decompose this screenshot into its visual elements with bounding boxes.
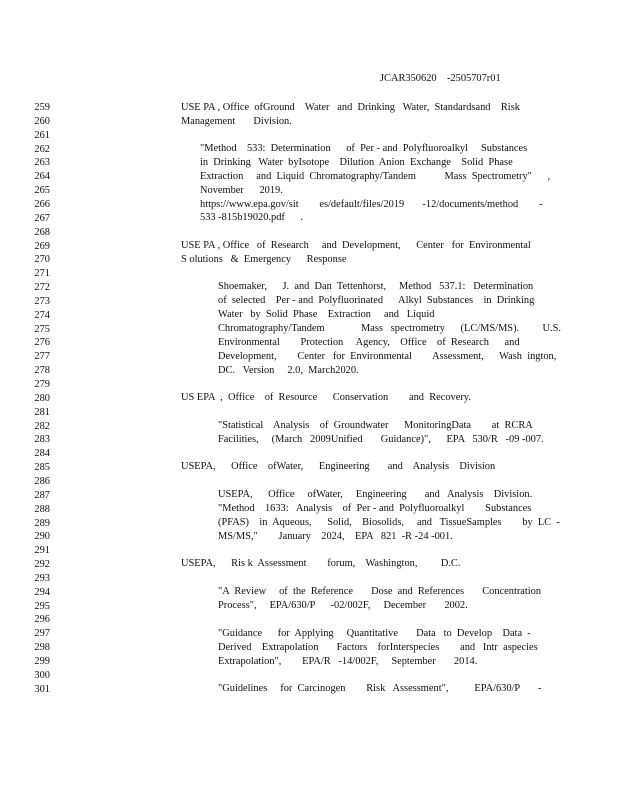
line-number: 290	[34, 531, 50, 543]
line-number: 276	[34, 337, 50, 349]
text-line: (PFAS) in Aqueous, Solid, Biosolids, and TissueSamples by LC -	[218, 517, 560, 528]
line-number: 299	[34, 656, 50, 667]
text-line: "Statistical Analysis of Groundwater MonitoringData at RCRA	[218, 420, 533, 431]
text-line: November 2019.	[200, 185, 283, 196]
line-number: 264	[34, 171, 50, 183]
line-number: 281	[34, 406, 50, 418]
line-number: 277	[34, 351, 50, 363]
text-line: Extrapolation", EPA/R -14/002F, September 2014.	[218, 656, 478, 667]
line-number: 292	[34, 559, 50, 570]
line-number: 267	[34, 212, 50, 224]
line-number: 291	[34, 545, 50, 557]
line-number: 272	[34, 282, 50, 293]
line-number: 274	[34, 309, 50, 321]
line-number: 296	[34, 614, 50, 626]
line-number: 278	[34, 365, 50, 377]
text-line: Derived Extrapolation Factors forInterspecies and Intr aspecies	[218, 642, 538, 653]
text-line: US EPA , Office of Resource Conservation and Recovery.	[181, 392, 471, 403]
text-line: "A Review of the Reference Dose and References Concentration	[218, 586, 542, 597]
text-line: S olutions & Emergency Response	[181, 254, 347, 265]
line-number: 261	[34, 129, 50, 141]
line-number: 286	[34, 475, 50, 487]
line-number: 260	[34, 115, 50, 127]
text-line: Extraction and Liquid Chromatography/Tandem Mass Spectrometry" ,	[200, 171, 551, 182]
line-number: 263	[34, 157, 50, 169]
text-line: "Method 1633: Analysis of Per - and Polyfluoroalkyl Substances	[218, 503, 532, 514]
text-line: Shoemaker, J. and Dan Tettenhorst, Method 537.1: Determination	[218, 281, 534, 292]
line-number: 282	[34, 420, 50, 432]
text-line: USEPA, Office ofWater, Engineering and Analysis Division.	[218, 489, 533, 500]
line-number: 295	[34, 600, 50, 612]
line-number: 285	[34, 462, 50, 474]
document-header: JCAR350620 -2505707r01	[380, 73, 501, 84]
line-number: 287	[34, 489, 50, 501]
line-number: 262	[34, 143, 50, 155]
text-line: Facilities, (March 2009Unified Guidance)", EPA 530/R -09 -007.	[218, 434, 544, 445]
line-number: 279	[34, 379, 50, 390]
text-line: Development, Center for Environmental Assessment, Wash ington,	[218, 351, 557, 362]
line-number: 297	[34, 628, 50, 640]
text-line: "Guidance for Applying Quantitative Data to Develop Data -	[218, 628, 531, 639]
line-number: 293	[34, 572, 50, 584]
text-line: DC. Version 2.0, March2020.	[218, 365, 359, 376]
line-number: 259	[34, 102, 50, 113]
line-number: 301	[34, 683, 50, 695]
text-line: MS/MS," January 2024, EPA 821 -R -24 -001.	[218, 531, 453, 542]
text-line: in Drinking Water byIsotope Dilution Anion Exchange Solid Phase	[200, 157, 513, 168]
line-number: 275	[34, 323, 50, 335]
text-line: USE PA , Office of Research and Development, Center for Environmental	[181, 240, 531, 251]
text-line: Environmental Protection Agency, Office of Research and	[218, 337, 520, 348]
line-number: 300	[34, 669, 50, 681]
text-line: USE PA , Office ofGround Water and Drinking Water, Standardsand Risk	[181, 102, 520, 113]
text-line: USEPA, Ris k Assessment forum, Washington, D.C.	[181, 558, 461, 569]
text-line: "Guidelines for Carcinogen Risk Assessment", EPA/630/P -	[218, 683, 542, 694]
line-number: 288	[34, 503, 50, 515]
line-number: 298	[34, 642, 50, 654]
line-number: 284	[34, 448, 50, 460]
line-number: 269	[34, 240, 50, 252]
text-line: Process", EPA/630/P -02/002F, December 2002.	[218, 600, 468, 611]
line-number: 265	[34, 185, 50, 197]
line-number: 289	[34, 517, 50, 529]
line-number: 266	[34, 198, 50, 210]
text-line: USEPA, Office ofWater, Engineering and Analysis Division	[181, 461, 496, 472]
line-number: 273	[34, 295, 50, 307]
text-line: of selected Per - and Polyfluorinated Alkyl Substances in Drinking	[218, 295, 535, 306]
line-number: 268	[34, 226, 50, 238]
text-line: Chromatography/Tandem Mass spectrometry (LC/MS/MS). U.S.	[218, 323, 562, 334]
text-line-url: 533 -815b19020.pdf .	[200, 212, 304, 223]
line-number: 294	[34, 586, 50, 598]
line-number: 271	[34, 268, 50, 280]
text-line: Management Division.	[181, 116, 292, 127]
line-number: 270	[34, 254, 50, 266]
text-line: Water by Solid Phase Extraction and Liquid	[218, 309, 435, 320]
text-line-url: https://www.epa.gov/sit es/default/files/2019 -12/documents/method -	[200, 199, 543, 210]
line-number: 283	[34, 434, 50, 446]
line-number: 280	[34, 392, 50, 404]
text-line: "Method 533: Determination of Per - and Polyfluoroalkyl Substances	[200, 143, 528, 154]
